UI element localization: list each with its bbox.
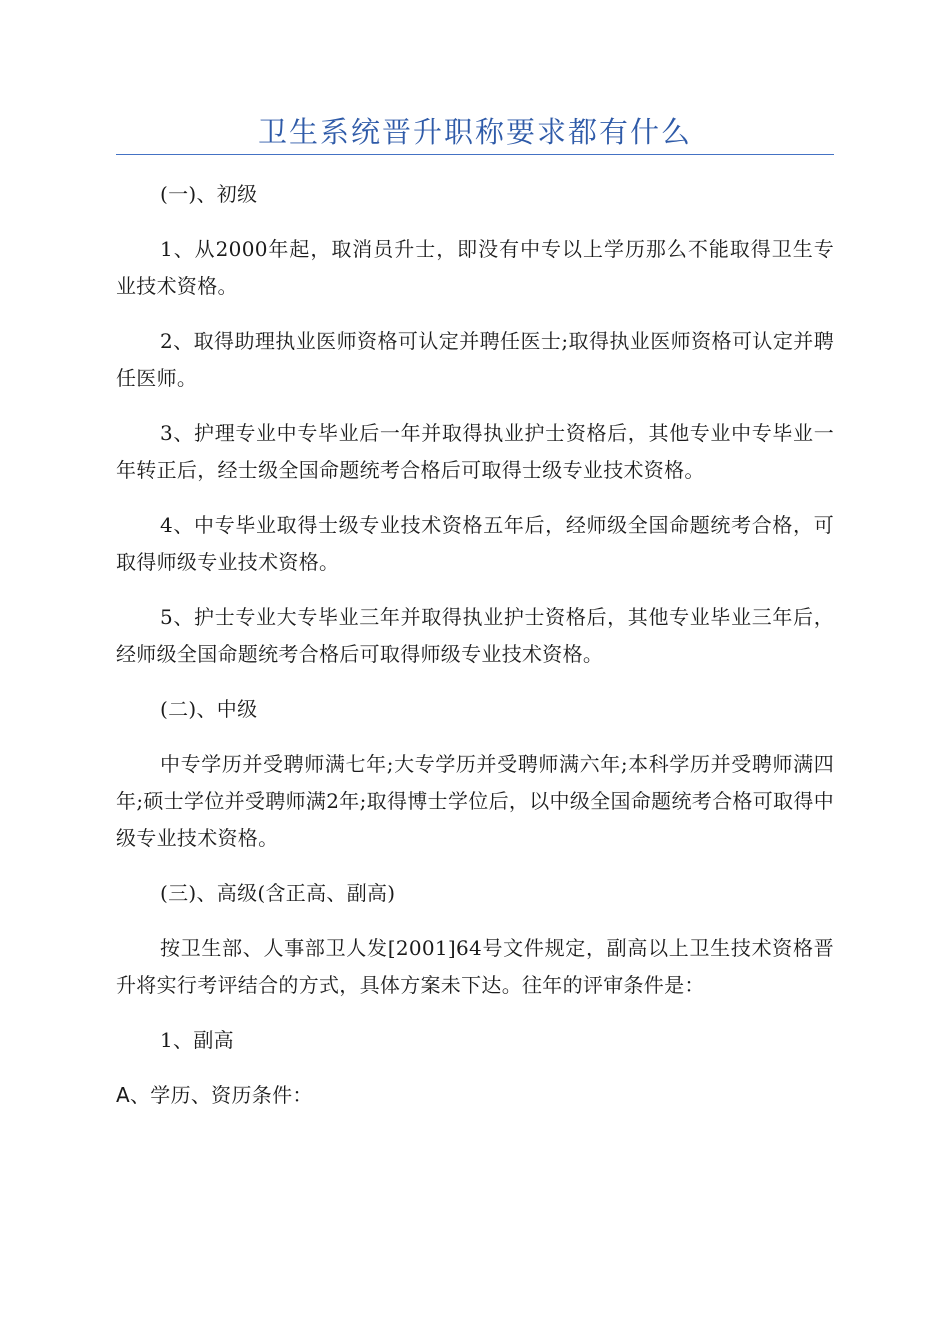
paragraph: 4、中专毕业取得士级专业技术资格五年后，经师级全国命题统考合格，可取得师级专业技术资格。 <box>116 513 834 574</box>
paragraph: 中专学历并受聘师满七年;大专学历并受聘师满六年;本科学历并受聘师满四年;硕士学位并受聘师满2年;取得博士学位后，以中级全国命题统考合格可取得中级专业技术资格。 <box>116 752 834 850</box>
paragraph: 按卫生部、人事部卫人发[2001]64号文件规定，副高以上卫生技术资格晋升将实行考评结合的方式，具体方案未下达。往年的评审条件是： <box>116 936 834 997</box>
document-title: 卫生系统晋升职称要求都有什么 <box>257 115 692 149</box>
subheading-a: A、学历、资历条件： <box>116 1083 313 1107</box>
section-heading-junior: (一)、初级 <box>160 182 258 206</box>
document-body <box>116 176 834 1132</box>
section-heading-intermediate: (二)、中级 <box>160 697 258 721</box>
title-underline <box>116 154 834 155</box>
paragraph: 5、护士专业大专毕业三年并取得执业护士资格后，其他专业毕业三年后，经师级全国命题统考合格后可取得师级专业技术资格。 <box>116 605 834 666</box>
section-heading-senior: (三)、高级(含正高、副高) <box>160 881 396 905</box>
paragraph: 1、副高 <box>160 1028 234 1052</box>
paragraph: 3、护理专业中专毕业后一年并取得执业护士资格后，其他专业中专毕业一年转正后，经士级全国命题统考合格后可取得士级专业技术资格。 <box>116 421 834 482</box>
paragraph: 1、从2000年起，取消员升士，即没有中专以上学历那么不能取得卫生专业技术资格。 <box>116 237 834 298</box>
paragraph: 2、取得助理执业医师资格可认定并聘任医士;取得执业医师资格可认定并聘任医师。 <box>116 329 834 390</box>
